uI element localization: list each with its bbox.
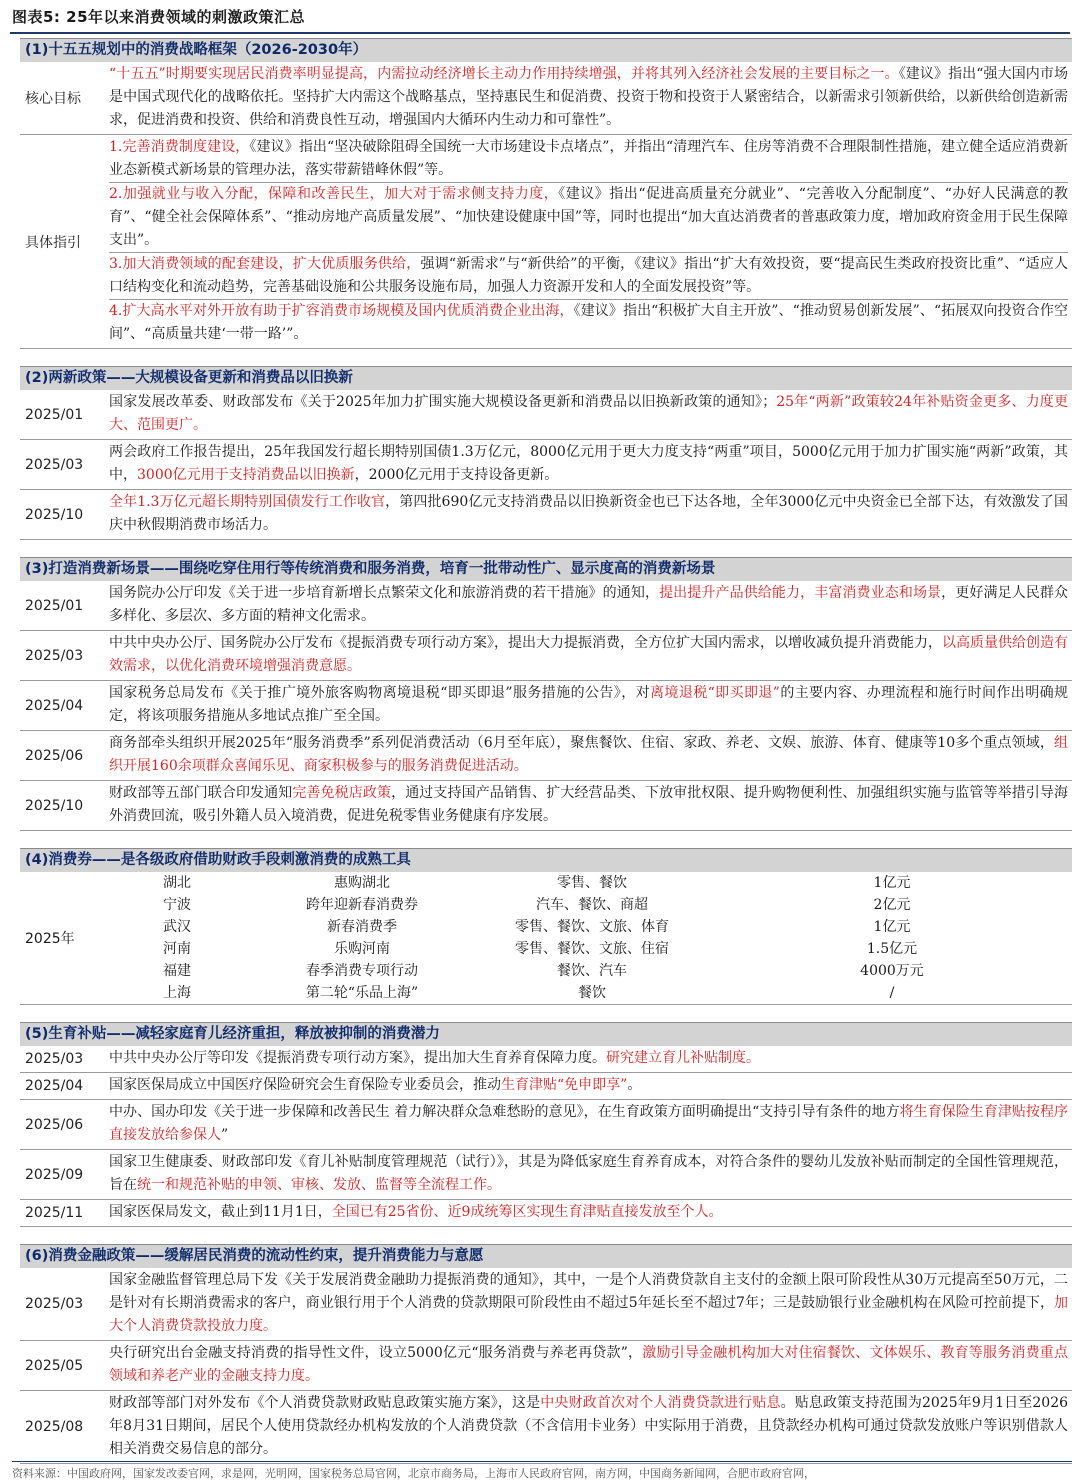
- body-text: 财政部等部门对外发布《个人消费贷款财政贴息政策实施方案》，这是: [109, 1395, 541, 1411]
- section-heading: (3)打造消费新场景——围绕吃穿住用行等传统消费和服务消费，培育一批带动性广、显示度高的消费新场景: [20, 557, 1072, 581]
- coupon-row: [107, 938, 1077, 960]
- policy-row: [20, 1268, 1072, 1341]
- coupon-cell: 第二轮“乐品上海”: [305, 985, 419, 1001]
- page-title: 图表5: 25年以来消费领域的刺激政策汇总: [12, 8, 306, 26]
- row-label: 2025/01: [25, 406, 84, 423]
- policy-row: [20, 440, 1072, 490]
- coupon-cell: 零售、餐饮、文旅、体育: [515, 919, 669, 935]
- highlight-text: 以高质量供给创造有效需求，以优化消费环境增强消费意愿。: [109, 635, 1068, 674]
- section-heading: (5)生育补贴——减轻家庭育儿经济重担，释放被抑制的消费潜力: [20, 1022, 1072, 1046]
- body-text: 中共中央办公厅等印发《提振消费专项行动方案》，提出加大生育养育保障力度。: [109, 1050, 606, 1066]
- row-label: 具体指引: [25, 234, 81, 251]
- highlight-text: 25年“两新”政策较24年补贴资金更多、力度更大、范围更广。: [109, 394, 1068, 433]
- row-label: 2025/10: [25, 506, 84, 523]
- policy-row: [20, 1150, 1072, 1200]
- policy-row: [20, 1200, 1072, 1227]
- coupon-cell: 2亿元: [873, 897, 911, 913]
- policy-row: [20, 631, 1072, 681]
- coupon-cell: 1亿元: [873, 875, 911, 891]
- row-label: 2025/05: [25, 1357, 84, 1374]
- row-label: 2025/03: [25, 647, 84, 664]
- body-text: 的主要内容、办理流程和施行时间作出明确规定，将该项服务措施从多地试点推广至全国。: [109, 685, 1068, 724]
- row-label: 2025/08: [25, 1419, 84, 1435]
- policy-row: [20, 1100, 1072, 1150]
- body-text: 中共中央办公厅、国务院办公厅发布《提振消费专项行动方案》，提出大力提振消费，全方位扩大国内需求，以增收减负提升消费能力，: [109, 635, 942, 651]
- row-label: 2025/11: [25, 1205, 84, 1221]
- body-text: ”: [221, 1127, 229, 1143]
- row-text: [107, 631, 1072, 680]
- row-text: [107, 135, 1072, 348]
- coupon-cell: 零售、餐饮、文旅、住宿: [515, 941, 669, 957]
- row-text: [107, 440, 1072, 489]
- row-label: 2025/04: [25, 697, 84, 714]
- policy-row: [20, 1073, 1072, 1100]
- guideline-item: [109, 136, 1068, 182]
- section-heading: (4)消费券——是各级政府借助财政手段刺激消费的成熟工具: [20, 848, 1072, 872]
- body-text: 。贴息政策支持范围为2025年9月1日至2026年8月31日期间，居民个人使用贷款经办机构发放的个人消费贷款（不含信用卡业务）中实际用于消费，且贷款经办机构可通过贷款发放账户等识别借款人相关消费交易信息的部分。: [109, 1395, 1069, 1457]
- highlight-text: 生育津贴“免申即享”: [501, 1077, 628, 1093]
- row-label: 2025/06: [25, 1116, 84, 1133]
- coupon-cell: 餐饮: [578, 985, 606, 1001]
- row-text: [107, 731, 1072, 780]
- row-text: [107, 1341, 1072, 1390]
- body-text: 商务部牵头组织开展2025年“服务消费季”系列促消费活动（6月至年底），聚焦餐饮、住宿、家政、养老、文娱、旅游、体育、健康等10多个重点领域，: [109, 735, 1054, 751]
- coupon-cell: 河南: [163, 941, 191, 957]
- row-label: 2025/03: [25, 1051, 84, 1067]
- policy-row: [20, 781, 1072, 831]
- body-text: 国家医保局成立中国医疗保险研究会生育保险专业委员会，推动: [109, 1077, 501, 1093]
- guideline-item: [109, 299, 1068, 346]
- section-heading: (2)两新政策——大规模设备更新和消费品以旧换新: [20, 366, 1072, 390]
- row-text: [107, 1046, 1072, 1072]
- body-text: 央行研究出台金融支持消费的指导性文件，设立5000亿元“服务消费与养老再贷款”，: [109, 1345, 643, 1361]
- policy-table: [20, 38, 1072, 1464]
- section-heading: (6)消费金融政策——缓解居民消费的流动性约束，提升消费能力与意愿: [20, 1244, 1072, 1268]
- row-label: 2025/10: [25, 797, 84, 814]
- highlight-text: 加大个人消费贷款投放力度。: [109, 1295, 1068, 1334]
- body-text: 《建议》指出“促进高质量充分就业”、“完善收入分配制度”、“办好人民满意的教育”、“健全社会保障体系”、“推动房地产高质量发展”、“加快建设健康中国”等，同时也提出“加大直达消费者的普惠政策力度，增加政府资金用于民生保障支出”。: [109, 186, 1068, 248]
- highlight-text: 全国已有25省份、近9成统筹区实现生育津贴直接发放至个人。: [331, 1204, 723, 1220]
- body-text: ，通过支持国产品销售、扩大经营品类、下放审批权限、提升购物便利性、加强组织实施与监管等举措引导海外消费回流，吸引外籍人员入境消费，促进免税零售业务健康有序发展。: [109, 785, 1069, 824]
- highlight-text: 3000亿元用于支持消费品以旧换新: [137, 467, 355, 483]
- row-label: 2025/03: [25, 456, 84, 473]
- body-text: 国务院办公厅印发《关于进一步培育新增长点繁荣文化和旅游消费的若干措施》的通知，: [109, 585, 660, 601]
- policy-row: [20, 62, 1072, 135]
- body-text: 强调“新需求”与“新供给”的平衡，《建议》指出“扩大有效投资，要“提高民生类政府投资比重”、“适应人口结构变化和流动趋势，完善基础设施和公共服务设施布局，加强人力资源开发和人的全面发展投资”等。: [109, 256, 1069, 295]
- row-label: 核心目标: [25, 91, 81, 107]
- body-text: 国家金融监督管理总局下发《关于发展消费金融助力提振消费的通知》，其中，一是个人消费贷款自主支付的金额上限可阶段性从30万元提高至50万元，二是针对有长期消费需求的客户，商业银行用于个人消费的贷款期限可阶段性由不超过5年延长至不超过7年；三是鼓励银行业金融机构在风险可控前提下，: [109, 1272, 1068, 1311]
- section-gap: [20, 540, 1072, 557]
- section-gap: [20, 1227, 1072, 1244]
- coupon-cell: 春季消费专项行动: [306, 963, 418, 979]
- body-text: 中办、国办印发《关于进一步保障和改善民生 着力解决群众急难愁盼的意见》，在生育政策方面明确提出“支持引导有条件的地方: [109, 1104, 900, 1120]
- row-label: 2025/03: [25, 1296, 84, 1312]
- section-heading: (1)十五五规划中的消费战略框架（2026-2030年）: [20, 38, 1072, 62]
- coupon-cell: 餐饮、汽车: [557, 963, 627, 979]
- row-text: [107, 490, 1072, 539]
- highlight-text: 将生育保险生育津贴按程序直接发放给参保人: [109, 1104, 1069, 1143]
- coupon-cell: 零售、餐饮: [557, 875, 627, 891]
- body-text: 。: [627, 1077, 642, 1093]
- coupon-cell: 1亿元: [873, 919, 911, 935]
- highlight-text: 中央财政首次对个人消费贷款进行贴息: [540, 1395, 781, 1411]
- policy-row: [20, 581, 1072, 631]
- highlight-text: 完善免税店政策: [292, 785, 392, 801]
- body-text: 国家税务总局发布《关于推广境外旅客购物离境退税“即买即退”服务措施的公告》，对: [109, 685, 651, 701]
- coupon-cell: 惠购湖北: [334, 875, 390, 891]
- row-text: [107, 1200, 1072, 1226]
- row-text: [107, 1391, 1072, 1463]
- coupon-cell: 宁波: [163, 897, 191, 913]
- section-gap: [20, 831, 1072, 848]
- policy-row: [20, 1046, 1072, 1073]
- section-gap: [20, 349, 1072, 366]
- row-text: [107, 1100, 1072, 1149]
- highlight-text: “十五五”时期要实现居民消费率明显提高，内需拉动经济增长主动力作用持续增强，并将其列入经济社会发展的主要目标之一。: [109, 66, 899, 82]
- coupon-cell: 1.5亿元: [866, 941, 918, 957]
- coupon-cell: 4000万元: [860, 963, 924, 979]
- guideline-item: [109, 182, 1068, 252]
- highlight-text: 3.加大消费领域的配套建设，扩大优质服务供给，: [109, 256, 421, 272]
- row-label: 2025/04: [25, 1078, 84, 1094]
- coupon-cell: 武汉: [163, 919, 191, 935]
- body-text: 《建议》指出“积极扩大自主开放”、“推动贸易创新发展”、“拓展双向投资合作空间”、“高质量共建‘一带一路’”。: [109, 303, 1068, 342]
- row-text: [107, 1073, 1072, 1099]
- coupon-cell: 乐购河南: [334, 941, 390, 957]
- body-text: ，第四批690亿元支持消费品以旧换新资金也已下达各地，全年3000亿元中央资金已全部下达，有效激发了国庆中秋假期消费市场活力。: [109, 494, 1068, 533]
- highlight-text: 提出提升产品供给能力，丰富消费业态和场景: [659, 585, 942, 601]
- highlight-text: 离境退税“即买即退”: [650, 685, 780, 701]
- coupon-row: [107, 894, 1077, 916]
- highlight-text: 统一和规范补贴的申领、审核、发放、监督等全流程工作。: [137, 1177, 501, 1193]
- row-text: [107, 581, 1072, 630]
- policy-row: [20, 731, 1072, 781]
- highlight-text: 组织开展160余项群众喜闻乐见、商家积极参与的服务消费促进活动。: [109, 735, 1068, 774]
- row-label: 2025/06: [25, 747, 84, 764]
- row-label: 2025/09: [25, 1166, 84, 1183]
- guideline-item: [109, 252, 1068, 299]
- row-text: [107, 1268, 1072, 1340]
- highlight-text: 1.完善消费制度建设，: [109, 139, 250, 155]
- policy-row: [20, 390, 1072, 440]
- coupon-row: [107, 916, 1077, 938]
- policy-row: [20, 1391, 1072, 1464]
- coupon-grid: [107, 872, 1077, 1004]
- source-footer: 资料来源：中国政府网，国家发改委官网，求是网，光明网，国家税务总局官网，北京市商务局，上海市人民政府官网，南方网，中国商务新闻网，合肥市政府官网，: [12, 1461, 1072, 1481]
- highlight-text: 激励引导金融机构加大对住宿餐饮、文体娱乐、教育等服务消费重点领域和养老产业的金融支持力度。: [109, 1345, 1068, 1384]
- title-rule: [10, 32, 1070, 34]
- policy-row: [20, 681, 1072, 731]
- body-text: ，2000亿元用于支持设备更新。: [354, 467, 559, 483]
- body-text: 国家发展改革委、财政部发布《关于2025年加力扩围实施大规模设备更新和消费品以旧换新政策的通知》；: [109, 394, 777, 410]
- coupon-cell: 跨年迎新春消费券: [306, 897, 418, 913]
- body-text: ，更好满足人民群众多样化、多层次、多方面的精神文化需求。: [109, 585, 1069, 624]
- body-text: 国家卫生健康委、财政部印发《育儿补贴制度管理规范（试行）》，其是为降低家庭生育养育成本，对符合条件的婴幼儿发放补贴而制定的全国性管理规范，旨在: [109, 1154, 1068, 1193]
- coupon-year-label: 2025年: [25, 931, 75, 947]
- coupon-row: [107, 872, 1077, 894]
- section-gap: [20, 1005, 1072, 1022]
- row-text: [107, 781, 1072, 830]
- highlight-text: 全年1.3万亿元超长期特别国债发行工作收官: [109, 494, 386, 510]
- policy-row: [20, 1341, 1072, 1391]
- row-text: [107, 681, 1072, 730]
- row-text: [107, 1150, 1072, 1199]
- row-text: [107, 390, 1072, 439]
- highlight-text: 2.加强就业与收入分配，保障和改善民生，加大对于需求侧支持力度，: [109, 186, 559, 202]
- coupon-cell: 新春消费季: [327, 919, 397, 935]
- body-text: 两会政府工作报告提出，25年我国发行超长期特别国债1.3万亿元，8000亿元用于更大力度支持“两重”项目，5000亿元用于加力扩围实施“两新”政策，其中，: [109, 444, 1068, 483]
- coupon-row: [107, 960, 1077, 982]
- coupon-cell: /: [889, 985, 895, 1001]
- body-text: 《建议》指出“坚决破除阻碍全国统一大市场建设卡点堵点”，并指出“清理汽车、住房等消费不合理限制性措施，建立健全适应消费新业态新模式新场景的管理办法，落实带薪错峰休假”等。: [109, 139, 1069, 178]
- coupon-cell: 福建: [163, 963, 191, 979]
- coupon-cell: 湖北: [163, 875, 191, 891]
- body-text: 国家医保局发文，截止到11月1日，: [109, 1204, 332, 1220]
- highlight-text: 4.扩大高水平对外开放有助于扩容消费市场规模及国内优质消费企业出海，: [109, 303, 574, 319]
- policy-row: [20, 135, 1072, 349]
- policy-row: [20, 490, 1072, 540]
- body-text: 财政部等五部门联合印发通知: [109, 785, 293, 801]
- coupon-cell: 上海: [163, 985, 191, 1001]
- coupon-row: [107, 982, 1077, 1004]
- coupon-cell: 汽车、餐饮、商超: [536, 897, 648, 913]
- body-text: 《建议》指出“强大国内市场是中国式现代化的战略依托。坚持扩大内需这个战略基点，坚持惠民生和促消费、投资于物和投资于人紧密结合，以新需求引领新供给，以新供给创造新需求，促进消费和投资、供给和消费良性互动，增强国内大循环内生动力和可靠性”。: [109, 66, 1068, 128]
- coupon-table: [20, 872, 1072, 1005]
- row-label: 2025/01: [25, 597, 84, 614]
- highlight-text: 研究建立育儿补贴制度。: [606, 1050, 760, 1066]
- row-text: [107, 62, 1072, 134]
